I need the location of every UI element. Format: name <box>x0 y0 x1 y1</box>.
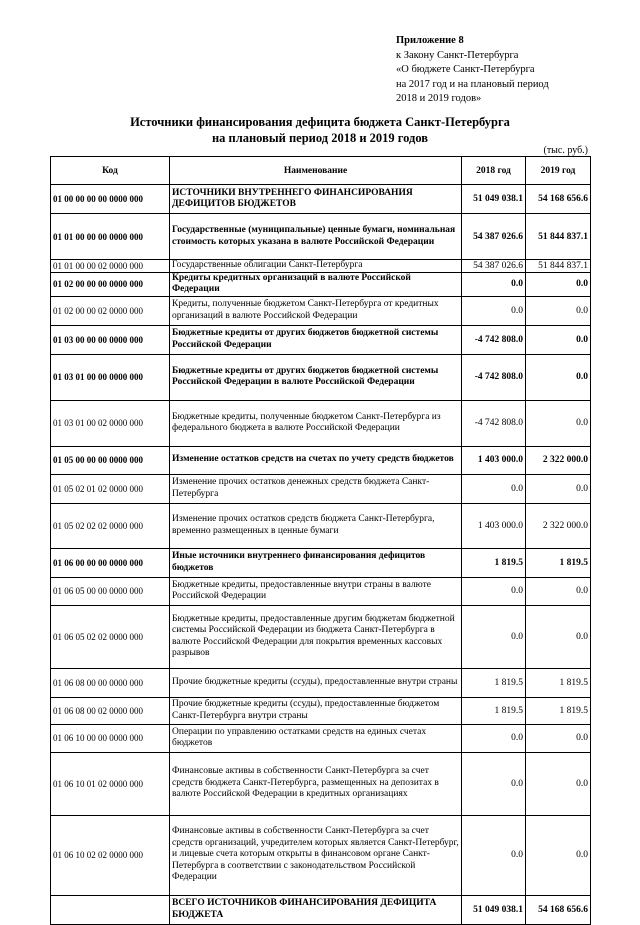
row-code <box>51 895 170 924</box>
row-name: Бюджетные кредиты, предоставленные другим бюджетам бюджетной системы Российской Федерации из бюджета Санкт-Петербурга в валюте Российской Федерации для покрытия временных кассовых разрывов <box>170 605 462 668</box>
header-code: Код <box>51 157 170 185</box>
row-name: Изменение остатков средств на счетах по учету средств бюджетов <box>170 446 462 474</box>
row-code: 01 00 00 00 00 0000 000 <box>51 185 170 214</box>
row-value-2019: 1 819.5 <box>526 668 591 697</box>
row-value-2019: 0.0 <box>526 724 591 752</box>
row-value-2018: 0.0 <box>462 577 526 605</box>
row-name: Финансовые активы в собственности Санкт-Петербурга за счет средств организаций, учредителем которых является Санкт-Петербург, и лицевые счета которым открыты в финансовом органе Санкт-Петербурга в соответствии с законодательством Российской Федерации <box>170 815 462 895</box>
row-name: Бюджетные кредиты от других бюджетов бюджетной системы Российской Федерации в валюте Российской Федерации <box>170 354 462 400</box>
row-code: 01 03 00 00 00 0000 000 <box>51 325 170 354</box>
row-name: Бюджетные кредиты, предоставленные внутри страны в валюте Российской Федерации <box>170 577 462 605</box>
row-value-2018: -4 742 808.0 <box>462 400 526 446</box>
table-row <box>51 260 591 273</box>
row-code: 01 05 02 01 02 0000 000 <box>51 474 170 503</box>
row-value-2018: 1 403 000.0 <box>462 446 526 474</box>
row-code: 01 01 00 00 00 0000 000 <box>51 214 170 260</box>
row-name: Изменение прочих остатков средств бюджета Санкт-Петербурга, временно размещенных в ценные бумаги <box>170 503 462 548</box>
table-row <box>51 400 591 446</box>
appendix-line-3: «О бюджете Санкт-Петербурга <box>396 64 535 75</box>
row-name: Кредиты, полученные бюджетом Санкт-Петербурга от кредитных организаций в валюте Российской Федерации <box>170 296 462 325</box>
row-value-2019: 54 168 656.6 <box>526 185 591 214</box>
row-value-2019: 0.0 <box>526 354 591 400</box>
row-value-2019: 2 322 000.0 <box>526 446 591 474</box>
row-value-2019: 54 168 656.6 <box>526 895 591 924</box>
table-row <box>51 724 591 752</box>
row-value-2019: 1 819.5 <box>526 697 591 724</box>
row-code: 01 05 00 00 00 0000 000 <box>51 446 170 474</box>
header-2019: 2019 год <box>526 157 591 185</box>
financing-sources-table <box>50 156 591 925</box>
row-value-2018: 0.0 <box>462 724 526 752</box>
row-code: 01 06 05 02 02 0000 000 <box>51 605 170 668</box>
row-value-2019: 51 844 837.1 <box>526 214 591 260</box>
table-row <box>51 503 591 548</box>
row-name: Прочие бюджетные кредиты (ссуды), предоставленные внутри страны <box>170 668 462 697</box>
row-value-2019: 0.0 <box>526 325 591 354</box>
row-value-2019: 0.0 <box>526 577 591 605</box>
table-row <box>51 752 591 815</box>
table-row <box>51 446 591 474</box>
row-value-2018: 51 049 038.1 <box>462 185 526 214</box>
table-row <box>51 474 591 503</box>
appendix-line-5: 2018 и 2019 годов» <box>396 93 482 104</box>
appendix-header <box>396 34 549 107</box>
row-name: Государственные (муниципальные) ценные бумаги, номинальная стоимость которых указана в валюте Российской Федерации <box>170 214 462 260</box>
row-value-2018: 51 049 038.1 <box>462 895 526 924</box>
table-row <box>51 815 591 895</box>
row-value-2019: 51 844 837.1 <box>526 260 591 273</box>
table-row <box>51 272 591 296</box>
row-value-2018: 0.0 <box>462 296 526 325</box>
table-row <box>51 296 591 325</box>
table-row <box>51 185 591 214</box>
table-row <box>51 214 591 260</box>
row-name: Бюджетные кредиты, полученные бюджетом Санкт-Петербурга из федерального бюджета в валюте Российской Федерации <box>170 400 462 446</box>
row-value-2019: 0.0 <box>526 605 591 668</box>
row-code: 01 03 01 00 00 0000 000 <box>51 354 170 400</box>
row-value-2018: -4 742 808.0 <box>462 354 526 400</box>
table-row <box>51 354 591 400</box>
row-name: Кредиты кредитных организаций в валюте Российской Федерации <box>170 272 462 296</box>
table-row <box>51 668 591 697</box>
row-value-2019: 2 322 000.0 <box>526 503 591 548</box>
table-row <box>51 697 591 724</box>
row-value-2018: 0.0 <box>462 815 526 895</box>
row-value-2019: 1 819.5 <box>526 548 591 577</box>
row-code: 01 01 00 00 02 0000 000 <box>51 260 170 273</box>
row-code: 01 06 00 00 00 0000 000 <box>51 548 170 577</box>
row-value-2019: 0.0 <box>526 815 591 895</box>
row-name: Прочие бюджетные кредиты (ссуды), предоставленные бюджетом Санкт-Петербурга внутри страны <box>170 697 462 724</box>
row-code: 01 06 10 00 00 0000 000 <box>51 724 170 752</box>
row-value-2018: 54 387 026.6 <box>462 260 526 273</box>
row-value-2018: 1 819.5 <box>462 668 526 697</box>
row-name: Изменение прочих остатков денежных средств бюджета Санкт-Петербурга <box>170 474 462 503</box>
row-code: 01 06 08 00 02 0000 000 <box>51 697 170 724</box>
row-name: Государственные облигации Санкт-Петербурга <box>170 260 462 273</box>
row-value-2019: 0.0 <box>526 474 591 503</box>
header-2018: 2018 год <box>462 157 526 185</box>
row-code: 01 02 00 00 00 0000 000 <box>51 272 170 296</box>
title-line-2: на плановый период 2018 и 2019 годов <box>211 131 429 145</box>
table-row <box>51 895 591 924</box>
row-value-2018: 1 819.5 <box>462 697 526 724</box>
table-row <box>51 605 591 668</box>
units-label: (тыс. руб.) <box>543 145 588 156</box>
row-name: ВСЕГО ИСТОЧНИКОВ ФИНАНСИРОВАНИЯ ДЕФИЦИТА БЮДЖЕТА <box>170 895 462 924</box>
row-name: ИСТОЧНИКИ ВНУТРЕННЕГО ФИНАНСИРОВАНИЯ ДЕФИЦИТОВ БЮДЖЕТОВ <box>170 185 462 214</box>
appendix-line-2: к Закону Санкт-Петербурга <box>396 49 519 61</box>
header-name: Наименование <box>170 157 462 185</box>
row-value-2018: 0.0 <box>462 605 526 668</box>
row-value-2018: 0.0 <box>462 752 526 815</box>
row-value-2018: 1 819.5 <box>462 548 526 577</box>
row-code: 01 05 02 02 02 0000 000 <box>51 503 170 548</box>
row-name: Операции по управлению остатками средств на единых счетах бюджетов <box>170 724 462 752</box>
row-value-2019: 0.0 <box>526 400 591 446</box>
row-code: 01 06 08 00 00 0000 000 <box>51 668 170 697</box>
row-name: Финансовые активы в собственности Санкт-Петербурга за счет средств бюджета Санкт-Петербурга, размещенных на депозитах в валюте Российской Федерации в кредитных организациях <box>170 752 462 815</box>
row-name: Иные источники внутреннего финансирования дефицитов бюджетов <box>170 548 462 577</box>
row-value-2018: 0.0 <box>462 272 526 296</box>
row-value-2018: 1 403 000.0 <box>462 503 526 548</box>
row-code: 01 06 10 02 02 0000 000 <box>51 815 170 895</box>
title-line-1: Источники финансирования дефицита бюджета Санкт-Петербурга <box>130 115 510 129</box>
appendix-line-1: Приложение 8 <box>396 35 464 46</box>
table-header-row <box>51 157 591 185</box>
row-value-2018: 0.0 <box>462 474 526 503</box>
table-row <box>51 548 591 577</box>
document-title <box>0 114 640 146</box>
row-code: 01 06 10 01 02 0000 000 <box>51 752 170 815</box>
row-code: 01 02 00 00 02 0000 000 <box>51 296 170 325</box>
row-code: 01 03 01 00 02 0000 000 <box>51 400 170 446</box>
row-name: Бюджетные кредиты от других бюджетов бюджетной системы Российской Федерации <box>170 325 462 354</box>
row-value-2018: -4 742 808.0 <box>462 325 526 354</box>
table-row <box>51 577 591 605</box>
table-row <box>51 325 591 354</box>
row-value-2019: 0.0 <box>526 272 591 296</box>
row-value-2018: 54 387 026.6 <box>462 214 526 260</box>
row-value-2019: 0.0 <box>526 296 591 325</box>
row-code: 01 06 05 00 00 0000 000 <box>51 577 170 605</box>
appendix-line-4: на 2017 год и на плановый период <box>396 78 549 90</box>
row-value-2019: 0.0 <box>526 752 591 815</box>
